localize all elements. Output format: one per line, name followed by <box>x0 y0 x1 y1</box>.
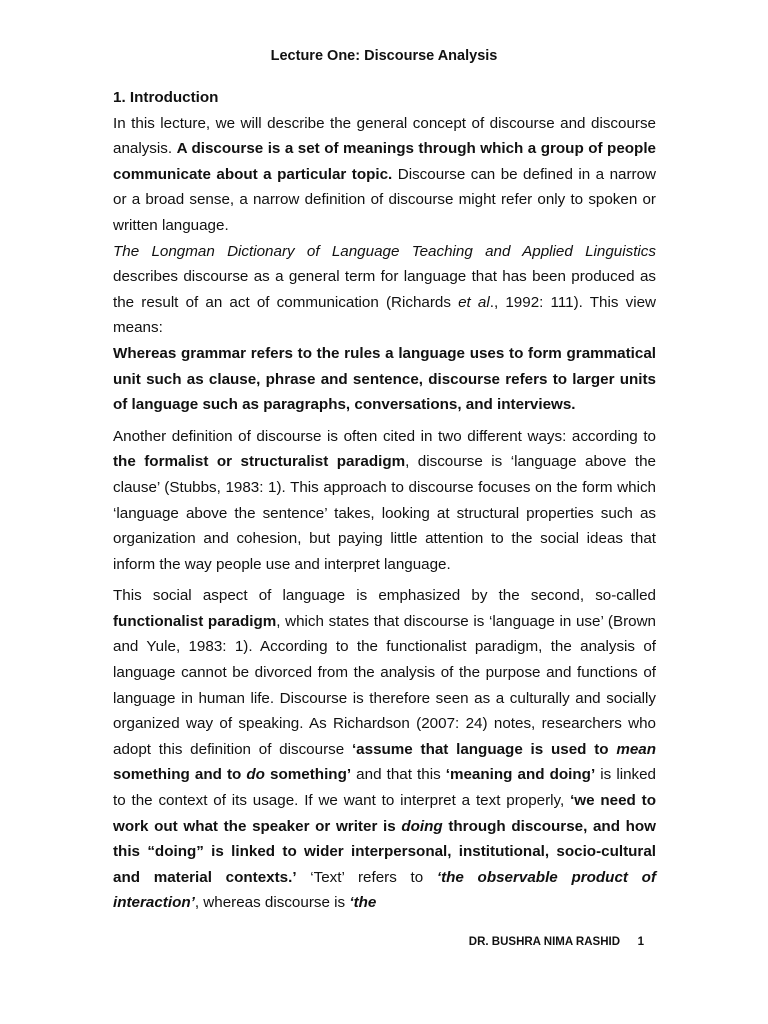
bold-functionalist-paradigm: functionalist paradigm <box>113 612 277 630</box>
bold-definition: A discourse is a set of meanings through which a group of people communicate about a particular topic. <box>113 140 656 183</box>
paragraph-formalist <box>113 424 656 578</box>
text-run: , discourse is ‘language above the clause’ (Stubbs, 1983: 1). This approach to discourse focuses on the form which ‘language above the sentence’ takes, looking at structural properties such as organization and cohesion, but paying little attention to the social ideas that inform the way people use and interpret language. <box>113 453 656 573</box>
text-run: and that this <box>351 766 446 784</box>
paragraph-intro <box>113 111 656 239</box>
paragraph-grammar-vs-discourse: Whereas grammar refers to the rules a language uses to form grammatical unit such as clause, phrase and sentence, discourse refers to larger units of language such as paragraphs, conversations, and interviews. <box>113 344 656 414</box>
text-run: ., 1992: 111). This view means: <box>113 293 656 337</box>
text-run: through discourse, and how this “doing” is linked to wider interpersonal, institutional, socio-cultural and material contexts.’ <box>113 817 656 886</box>
page-number: 1 <box>637 936 644 948</box>
paragraph-functionalist <box>113 583 656 916</box>
text-run: Another definition of discourse is often cited in two different ways: according to <box>113 427 656 445</box>
section-heading: 1. Introduction <box>113 89 219 106</box>
italic-doing: doing <box>401 817 443 835</box>
italic-observable-product: ‘the observable product of interaction’ <box>113 868 656 912</box>
page-footer <box>0 936 768 956</box>
text-run: , which states that discourse is ‘language in use’ (Brown and Yule, 1983: 1). According to the functionalist paradigm, the analysis of language cannot be divorced from the analysis of the purpose and functions of language in human life. Discourse is therefore seen as a culturally and socially organized way of speaking. As Richardson (2007: 24) notes, researchers who adopt this definition of discourse <box>113 612 656 758</box>
footer-author: DR. BUSHRA NIMA RASHID <box>468 936 620 948</box>
italic-do: do <box>246 766 265 784</box>
text-run: something’ <box>264 766 352 784</box>
text-run: something and to <box>113 766 247 784</box>
text-run: ‘assume that language is used to <box>351 740 617 758</box>
bold-formalist-paradigm: the formalist or structuralist paradigm <box>113 453 406 471</box>
italic-mean: mean <box>616 740 656 758</box>
text-run: ‘Text’ refers to <box>296 868 437 886</box>
paragraph-longman <box>113 239 656 341</box>
text-run: is linked to the context of its usage. If we want to interpret a text properly, <box>113 766 657 810</box>
text-run: describes discourse as a general term for language that has been produced as the result of an act of communication (Richards <box>113 268 656 311</box>
page-title: Lecture One: Discourse Analysis <box>270 48 498 64</box>
text-run: In this lecture, we will describe the general concept of discourse and discourse analysis. <box>113 114 656 158</box>
text-run: Discourse can be defined in a narrow or a broad sense, a narrow definition of discourse might refer only to spoken or written language. <box>113 165 656 234</box>
italic-et-al: et al <box>458 293 490 311</box>
text-run: , whereas discourse is <box>194 894 350 912</box>
bold-meaning-and-doing: ‘meaning and doing’ <box>445 766 596 784</box>
italic-book-title: The Longman Dictionary of Language Teaching and Applied Linguistics <box>113 242 656 260</box>
document-body <box>113 85 656 916</box>
bold-the <box>349 894 376 911</box>
text-run: ‘we need to work out what the speaker or writer is <box>113 792 656 835</box>
text-run: This social aspect of language is emphasized by the second, so-called <box>113 587 656 605</box>
italic-the: ‘the <box>349 894 377 912</box>
